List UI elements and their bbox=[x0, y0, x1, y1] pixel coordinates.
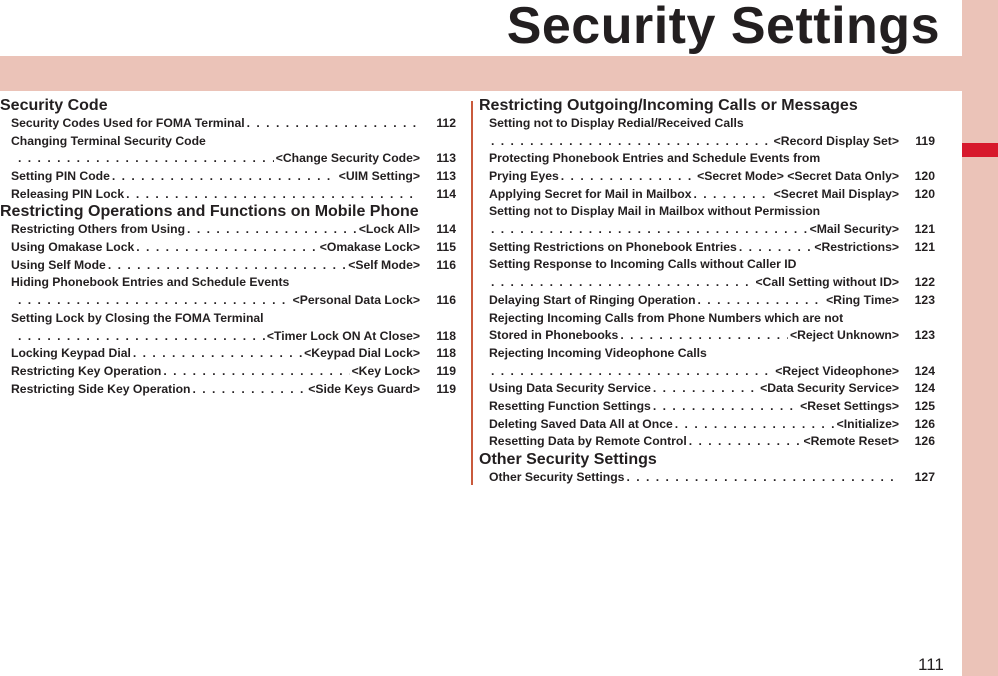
toc-entry-line bbox=[479, 221, 935, 239]
entry-title: Setting not to Display Mail in Mailbox without Permission bbox=[489, 204, 821, 219]
toc-entry[interactable] bbox=[479, 203, 935, 238]
toc-section bbox=[479, 451, 935, 487]
page-title: Security Settings bbox=[506, 0, 940, 55]
leader-dots bbox=[653, 380, 758, 398]
leader-dots bbox=[491, 221, 808, 239]
entry-title: Deleting Saved Data All at Once bbox=[489, 416, 673, 431]
leader-dots bbox=[112, 168, 337, 186]
toc-entry-line bbox=[479, 115, 935, 133]
toc-entry-line bbox=[479, 274, 935, 292]
toc-section bbox=[0, 203, 456, 398]
entry-function-name: <Key Lock> bbox=[351, 363, 420, 378]
entry-function-name: <Personal Data Lock> bbox=[292, 293, 420, 308]
entry-title: Releasing PIN Lock bbox=[11, 186, 125, 201]
toc-entry-line bbox=[479, 168, 935, 186]
leader-dots bbox=[187, 221, 357, 239]
toc-entry[interactable] bbox=[0, 239, 456, 257]
entry-page-number[interactable]: 114 bbox=[436, 222, 456, 237]
entry-function-name: <Data Security Service> bbox=[760, 381, 899, 396]
entry-page-number[interactable]: 113 bbox=[436, 169, 456, 184]
toc-entry-line bbox=[479, 203, 935, 221]
entry-title: Restricting Side Key Operation bbox=[11, 381, 191, 396]
toc-entry-line bbox=[479, 363, 935, 381]
section-heading: Security Code bbox=[0, 97, 108, 114]
leader-dots bbox=[675, 416, 835, 434]
toc-entry[interactable] bbox=[479, 115, 935, 150]
toc-entry-line bbox=[0, 239, 456, 257]
toc-entry-line bbox=[0, 310, 456, 328]
entry-title: Protecting Phonebook Entries and Schedule Events from bbox=[489, 151, 821, 166]
toc-entry[interactable] bbox=[479, 292, 935, 310]
entry-function-name: <Reset Settings> bbox=[800, 398, 899, 413]
entry-page-number[interactable]: 125 bbox=[914, 398, 935, 413]
entry-function-name: <Ring Time> bbox=[826, 292, 899, 307]
entry-function-name: <Omakase Lock> bbox=[319, 240, 420, 255]
toc-entry[interactable] bbox=[0, 257, 456, 275]
entry-page-number[interactable]: 112 bbox=[436, 115, 456, 130]
toc-entry[interactable] bbox=[479, 416, 935, 434]
entry-title: Using Omakase Lock bbox=[11, 240, 135, 255]
entry-title: Other Security Settings bbox=[489, 470, 625, 485]
entry-function-name: <Call Setting without ID> bbox=[755, 275, 899, 290]
leader-dots bbox=[18, 328, 265, 346]
entry-function-name: <Change Security Code> bbox=[275, 151, 420, 166]
toc-entry-line bbox=[0, 115, 456, 133]
toc-entry[interactable] bbox=[479, 257, 935, 292]
leader-dots bbox=[163, 363, 349, 381]
toc-entry-line bbox=[0, 345, 456, 363]
toc-entry-line bbox=[0, 168, 456, 186]
toc-entry[interactable] bbox=[479, 310, 935, 345]
entry-page-number[interactable]: 124 bbox=[914, 363, 935, 378]
toc-entry-line bbox=[479, 380, 935, 398]
toc-entry[interactable] bbox=[0, 345, 456, 363]
entry-function-name: <Timer Lock ON At Close> bbox=[266, 328, 420, 343]
entry-title: Stored in Phonebooks bbox=[489, 328, 619, 343]
entry-title: Setting Lock by Closing the FOMA Terminal bbox=[11, 310, 264, 325]
toc-entry-line bbox=[479, 398, 935, 416]
entry-page-number[interactable]: 126 bbox=[914, 416, 935, 431]
toc-entry-line bbox=[0, 186, 456, 204]
entry-title: Delaying Start of Ringing Operation bbox=[489, 292, 696, 307]
entry-title: Restricting Others from Using bbox=[11, 222, 186, 237]
toc-entry[interactable] bbox=[479, 469, 935, 487]
leader-dots bbox=[136, 239, 317, 257]
entry-title: Using Data Security Service bbox=[489, 381, 651, 396]
entry-title: Setting not to Display Redial/Received Calls bbox=[489, 115, 744, 130]
toc-entry-line bbox=[479, 292, 935, 310]
column-divider bbox=[471, 101, 473, 485]
entry-page-number[interactable]: 120 bbox=[914, 186, 935, 201]
entry-title: Setting Response to Incoming Calls without Caller ID bbox=[489, 257, 797, 272]
toc-entry-line bbox=[479, 327, 935, 345]
toc-entry[interactable] bbox=[0, 310, 456, 345]
entry-page-number[interactable]: 119 bbox=[915, 133, 935, 148]
entry-page-number[interactable]: 119 bbox=[436, 363, 456, 378]
entry-function-name: <Side Keys Guard> bbox=[308, 381, 420, 396]
leader-dots bbox=[739, 239, 812, 257]
chapter-tab-marker[interactable] bbox=[962, 143, 998, 157]
entry-title: Hiding Phonebook Entries and Schedule Events bbox=[11, 275, 290, 290]
entry-page-number[interactable]: 127 bbox=[914, 470, 935, 485]
entry-page-number[interactable]: 121 bbox=[914, 222, 935, 237]
entry-title: Applying Secret for Mail in Mailbox bbox=[489, 186, 692, 201]
leader-dots bbox=[689, 433, 802, 451]
entry-function-name: <Self Mode> bbox=[348, 257, 420, 272]
toc-entry-line bbox=[479, 239, 935, 257]
leader-dots bbox=[491, 363, 773, 381]
entry-title: Rejecting Incoming Calls from Phone Numbers which are not bbox=[489, 310, 844, 325]
entry-page-number[interactable]: 124 bbox=[914, 381, 935, 396]
leader-dots bbox=[126, 186, 418, 204]
section-heading: Restricting Operations and Functions on Mobile Phone bbox=[0, 203, 419, 221]
section-heading: Other Security Settings bbox=[479, 451, 657, 469]
entry-page-number[interactable]: 116 bbox=[436, 257, 456, 272]
leader-dots bbox=[561, 168, 695, 186]
entry-function-name: <Secret Mail Display> bbox=[773, 186, 899, 201]
entry-title: Rejecting Incoming Videophone Calls bbox=[489, 345, 707, 360]
toc-entry-line bbox=[479, 310, 935, 328]
toc-entry-line bbox=[0, 292, 456, 310]
entry-function-name: <Initialize> bbox=[836, 416, 899, 431]
section-heading: Restricting Outgoing/Incoming Calls or Messages bbox=[479, 97, 858, 114]
leader-dots bbox=[620, 327, 788, 345]
entry-title: Resetting Function Settings bbox=[489, 398, 651, 413]
entry-title: Restricting Key Operation bbox=[11, 363, 162, 378]
entry-page-number[interactable]: 121 bbox=[914, 239, 935, 254]
entry-page-number[interactable]: 116 bbox=[436, 293, 456, 308]
leader-dots bbox=[192, 381, 306, 399]
entry-function-name: <Keypad Dial Lock> bbox=[304, 346, 420, 361]
toc-entry[interactable] bbox=[0, 275, 456, 310]
toc-entry-line bbox=[0, 133, 456, 151]
title-band bbox=[0, 56, 962, 91]
entry-page-number[interactable]: 123 bbox=[914, 328, 935, 343]
toc-entry-line bbox=[479, 433, 935, 451]
side-strip bbox=[962, 0, 998, 676]
entry-function-name: <Lock All> bbox=[358, 222, 420, 237]
leader-dots bbox=[693, 186, 771, 204]
leader-dots bbox=[247, 115, 418, 133]
entry-page-number[interactable]: 114 bbox=[436, 186, 456, 201]
toc-entry[interactable] bbox=[479, 239, 935, 257]
toc-section bbox=[479, 97, 935, 451]
toc-entry-line bbox=[479, 133, 935, 151]
entry-page-number[interactable]: 118 bbox=[436, 346, 456, 361]
entry-function-name: <UIM Setting> bbox=[338, 169, 420, 184]
toc-entry[interactable] bbox=[0, 168, 456, 186]
toc-entry-line bbox=[0, 328, 456, 346]
leader-dots bbox=[653, 398, 798, 416]
entry-title: Locking Keypad Dial bbox=[11, 346, 131, 361]
entry-page-number[interactable]: 119 bbox=[436, 381, 456, 396]
entry-page-number[interactable]: 115 bbox=[436, 240, 456, 255]
left-column bbox=[0, 97, 456, 398]
toc-entry[interactable] bbox=[479, 398, 935, 416]
leader-dots bbox=[626, 469, 897, 487]
entry-function-name: <Secret Mode> <Secret Data Only> bbox=[697, 169, 899, 184]
toc-entry-line bbox=[479, 257, 935, 275]
entry-title: Prying Eyes bbox=[489, 169, 559, 184]
toc-entry[interactable] bbox=[0, 221, 456, 239]
entry-function-name: <Mail Security> bbox=[809, 222, 899, 237]
entry-function-name: <Remote Reset> bbox=[803, 434, 899, 449]
leader-dots bbox=[698, 292, 825, 310]
entry-page-number[interactable]: 123 bbox=[914, 292, 935, 307]
toc-entry-line bbox=[479, 416, 935, 434]
toc-entry[interactable] bbox=[0, 133, 456, 168]
toc-entry[interactable] bbox=[0, 115, 456, 133]
toc-entry-line bbox=[479, 345, 935, 363]
leader-dots bbox=[133, 345, 302, 363]
entry-page-number[interactable]: 118 bbox=[436, 328, 456, 343]
leader-dots bbox=[491, 133, 772, 151]
leader-dots bbox=[491, 274, 753, 292]
entry-title: Changing Terminal Security Code bbox=[11, 133, 206, 148]
toc-entry-line bbox=[0, 150, 456, 168]
toc-entry-line bbox=[479, 150, 935, 168]
entry-page-number[interactable]: 120 bbox=[914, 169, 935, 184]
toc-entry-line bbox=[479, 186, 935, 204]
toc-entry[interactable] bbox=[479, 150, 935, 185]
toc-entry[interactable] bbox=[479, 186, 935, 204]
toc-entry[interactable] bbox=[479, 345, 935, 380]
entry-page-number[interactable]: 126 bbox=[914, 434, 935, 449]
entry-page-number[interactable]: 122 bbox=[914, 275, 935, 290]
toc-entry-line bbox=[0, 257, 456, 275]
toc-entry[interactable] bbox=[479, 380, 935, 398]
entry-title: Setting PIN Code bbox=[11, 169, 110, 184]
toc-entry-line bbox=[479, 469, 935, 487]
toc-entry[interactable] bbox=[0, 186, 456, 204]
toc-entry[interactable] bbox=[0, 381, 456, 399]
entry-function-name: <Reject Unknown> bbox=[789, 328, 899, 343]
toc-entry-line bbox=[0, 363, 456, 381]
entry-function-name: <Reject Videophone> bbox=[775, 363, 899, 378]
page-number: 111 bbox=[918, 655, 944, 674]
entry-title: Setting Restrictions on Phonebook Entries bbox=[489, 239, 737, 254]
toc-entry[interactable] bbox=[479, 433, 935, 451]
entry-title: Using Self Mode bbox=[11, 257, 106, 272]
entry-function-name: <Record Display Set> bbox=[773, 133, 899, 148]
toc-entry[interactable] bbox=[0, 363, 456, 381]
toc-section bbox=[0, 97, 456, 203]
toc-entry-line bbox=[0, 275, 456, 293]
entry-page-number[interactable]: 113 bbox=[436, 151, 456, 166]
leader-dots bbox=[108, 257, 346, 275]
leader-dots bbox=[18, 150, 274, 168]
right-column bbox=[479, 97, 935, 487]
entry-title: Security Codes Used for FOMA Terminal bbox=[11, 115, 245, 130]
entry-function-name: <Restrictions> bbox=[814, 239, 899, 254]
toc-entry-line bbox=[0, 221, 456, 239]
leader-dots bbox=[18, 292, 291, 310]
entry-title: Resetting Data by Remote Control bbox=[489, 434, 687, 449]
toc-entry-line bbox=[0, 381, 456, 399]
